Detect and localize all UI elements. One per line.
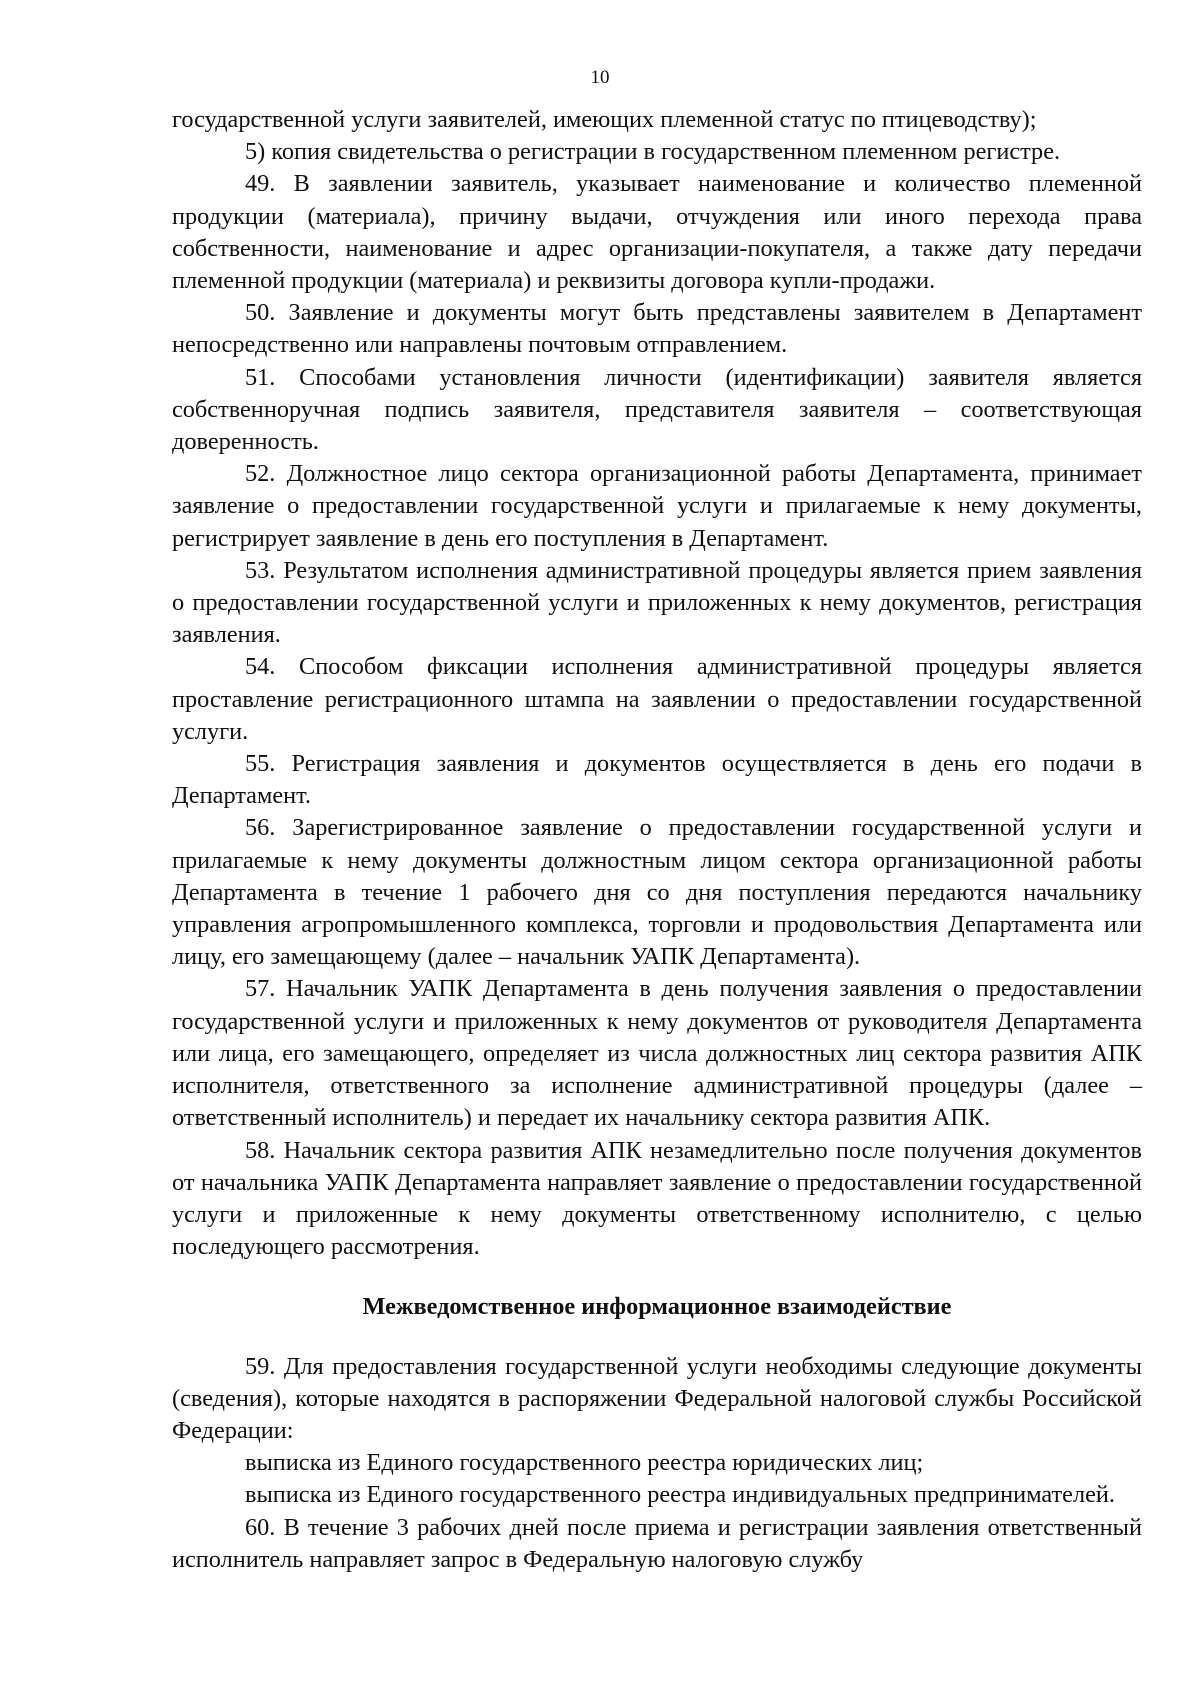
paragraph: 52. Должностное лицо сектора организационной работы Департамента, принимает заявление о предоставлении государственной услуги и прилагаемые к нему документы, регистрирует заявление в день его поступления в Департамент. [172, 460, 1142, 552]
paragraph: 60. В течение 3 рабочих дней после приема и регистрации заявления ответственный исполнитель направляет запрос в Федеральную налоговую службу [172, 1513, 1142, 1573]
paragraphs-after-heading [172, 1351, 1142, 1576]
paragraphs-before-heading [172, 104, 1142, 1263]
paragraph: 53. Результатом исполнения административной процедуры является прием заявления о предоставлении государственной услуги и приложенных к нему документов, регистрация заявления. [172, 556, 1142, 649]
paragraph: 58. Начальник сектора развития АПК незамедлительно после получения документов от начальника УАПК Департамента направляет заявление о предоставлении государственной услуги и приложенные к нему документы ответственному исполнителю, с целью последующего рассмотрения. [172, 1136, 1142, 1261]
section-heading: Межведомственное информационное взаимодействие [362, 1293, 952, 1321]
paragraph: 49. В заявлении заявитель, указывает наименование и количество племенной продукции (материала), причину выдачи, отчуждения или иного перехода права собственности, наименование и адрес организации-покупателя, а также дату передачи племенной продукции (материала) и реквизиты договора купли-продажи. [172, 170, 1142, 295]
paragraph: 54. Способом фиксации исполнения административной процедуры является проставление регистрационного штампа на заявлении о предоставлении государственной услуги. [172, 653, 1142, 745]
paragraph: 59. Для предоставления государственной услуги необходимы следующие документы (сведения), которые находятся в распоряжении Федеральной налоговой службы Российской Федерации: [172, 1352, 1142, 1444]
paragraph: 55. Регистрация заявления и документов осуществляется в день его подачи в Департамент. [172, 750, 1142, 810]
paragraph: выписка из Единого государственного реестра юридических лиц; [245, 1449, 924, 1477]
page-number: 10 [590, 67, 610, 88]
paragraph: 5) копия свидетельства о регистрации в государственном племенном регистре. [245, 138, 1061, 166]
paragraph: государственной услуги заявителей, имеющих племенной статус по птицеводству); [172, 106, 1037, 133]
paragraph: 50. Заявление и документы могут быть представлены заявителем в Департамент непосредственно или направлены почтовым отправлением. [172, 299, 1142, 359]
document-body [172, 104, 1142, 1576]
paragraph: 51. Способами установления личности (идентификации) заявителя является собственноручная подпись заявителя, представителя заявителя – соответствующая доверенность. [172, 363, 1142, 456]
paragraph: 56. Зарегистрированное заявление о предоставлении государственной услуги и прилагаемые к нему документы должностным лицом сектора организационной работы Департамента в течение 1 рабочего дня со дня поступления передаются начальнику управления агропромышленного комплекса, торговли и продовольствия Департамента или лицу, его замещающему (далее – начальник УАПК Департамента). [172, 814, 1142, 971]
paragraph: 57. Начальник УАПК Департамента в день получения заявления о предоставлении государственной услуги и приложенных к нему документов от руководителя Департамента или лица, его замещающего, определяет из числа должностных лиц сектора развития АПК исполнителя, ответственного за исполнение административной процедуры (далее – ответственный исполнитель) и передает их начальнику сектора развития АПК. [172, 975, 1142, 1132]
paragraph: выписка из Единого государственного реестра индивидуальных предпринимателей. [245, 1481, 1115, 1509]
